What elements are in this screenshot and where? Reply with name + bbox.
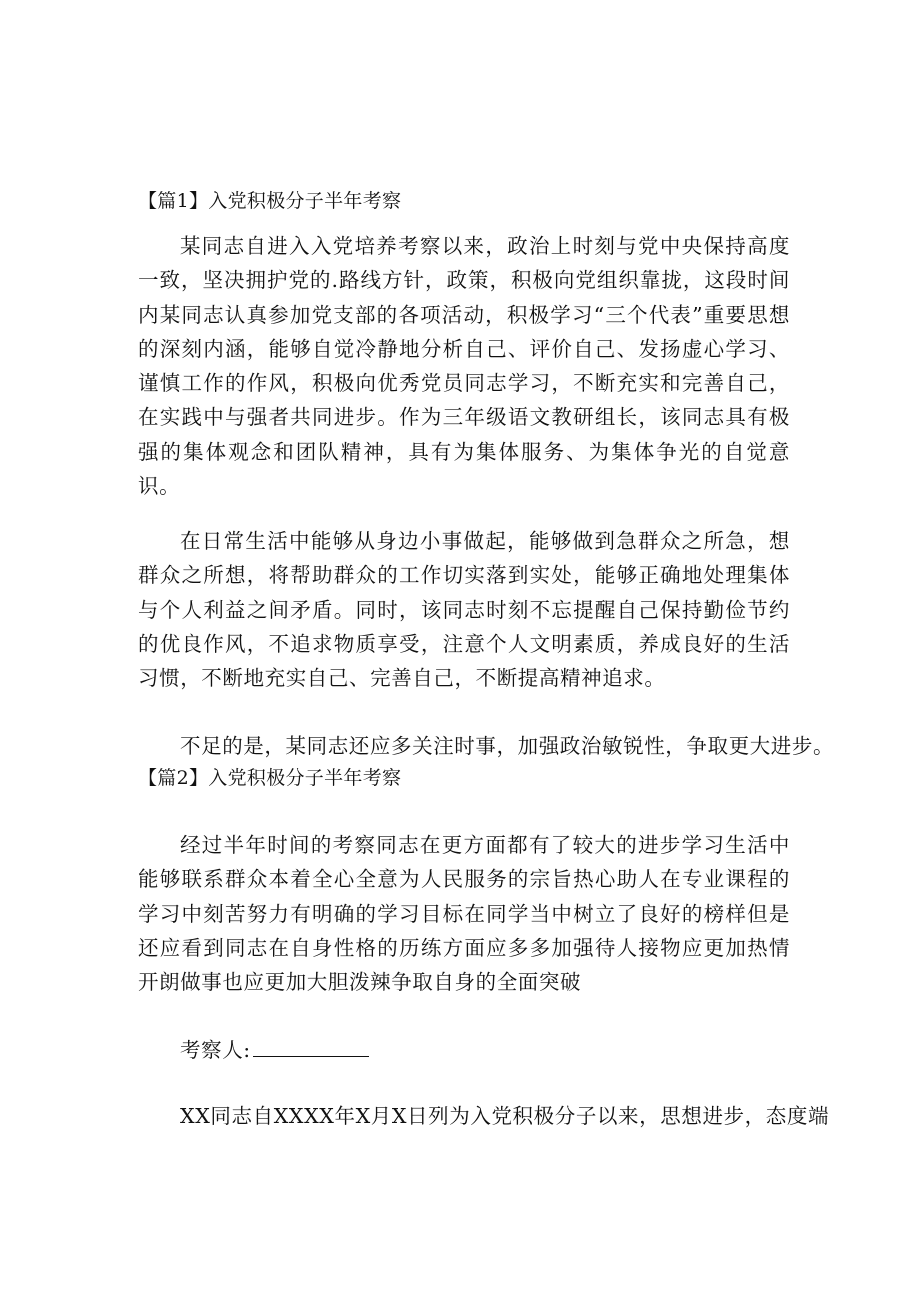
section1-paragraph-1: 某同志自进入入党培养考察以来，政治上时刻与党中央保持高度一致，坚决拥护党的.路线方针，政策，积极向党组织靠拢，这段时间内某同志认真参加党支部的各项活动，积极学习“三个代表”重要思想的深刻内涵，能够自觉冷静地分析自己、评价自己、发扬虚心学习、谨慎工作的作风，积极向优秀党员同志学习，不断充实和完善自己，在实践中与强者共同进步。作为三年级语文教研组长，该同志具有极强的集体观念和团队精神，具有为集体服务、为集体争光的自觉意识。: [138, 234, 790, 499]
section1-paragraph-2: 在日常生活中能够从身边小事做起，能够做到急群众之所急，想群众之所想，将帮助群众的工作切实落到实处，能够正确地处理集体与个人利益之间矛盾。同时，该同志时刻不忘提醒自己保持勤俭节约的优良作风，不追求物质享受，注意个人文明素质，养成良好的生活习惯，不断地充实自己、完善自己，不断提高精神追求。: [138, 529, 790, 691]
examiner-signature-line: [180, 1035, 840, 1065]
signature-blank: [253, 1036, 369, 1057]
section1-heading: 【篇1】入党积极分子半年考察: [138, 190, 402, 212]
section2-next-line: XX同志自XXXX年X月X日列为入党积极分子以来，思想进步，态度端: [180, 1104, 830, 1128]
section1-closing: 不足的是，某同志还应多关注时事，加强政治敏锐性，争取更大进步。: [180, 734, 835, 758]
section2-paragraph: 经过半年时间的考察同志在更方面都有了较大的进步学习生活中能够联系群众本着全心全意为人民服务的宗旨热心助人在专业课程的学习中刻苦努力有明确的学习目标在同学当中树立了良好的榜样但是还应看到同志在自身性格的历练方面应多多加强待人接物应更加热情开朗做事也应更加大胆泼辣争取自身的全面突破: [138, 833, 790, 995]
examiner-label: 考察人:: [180, 1038, 251, 1062]
section2-heading: 【篇2】入党积极分子半年考察: [138, 767, 402, 789]
